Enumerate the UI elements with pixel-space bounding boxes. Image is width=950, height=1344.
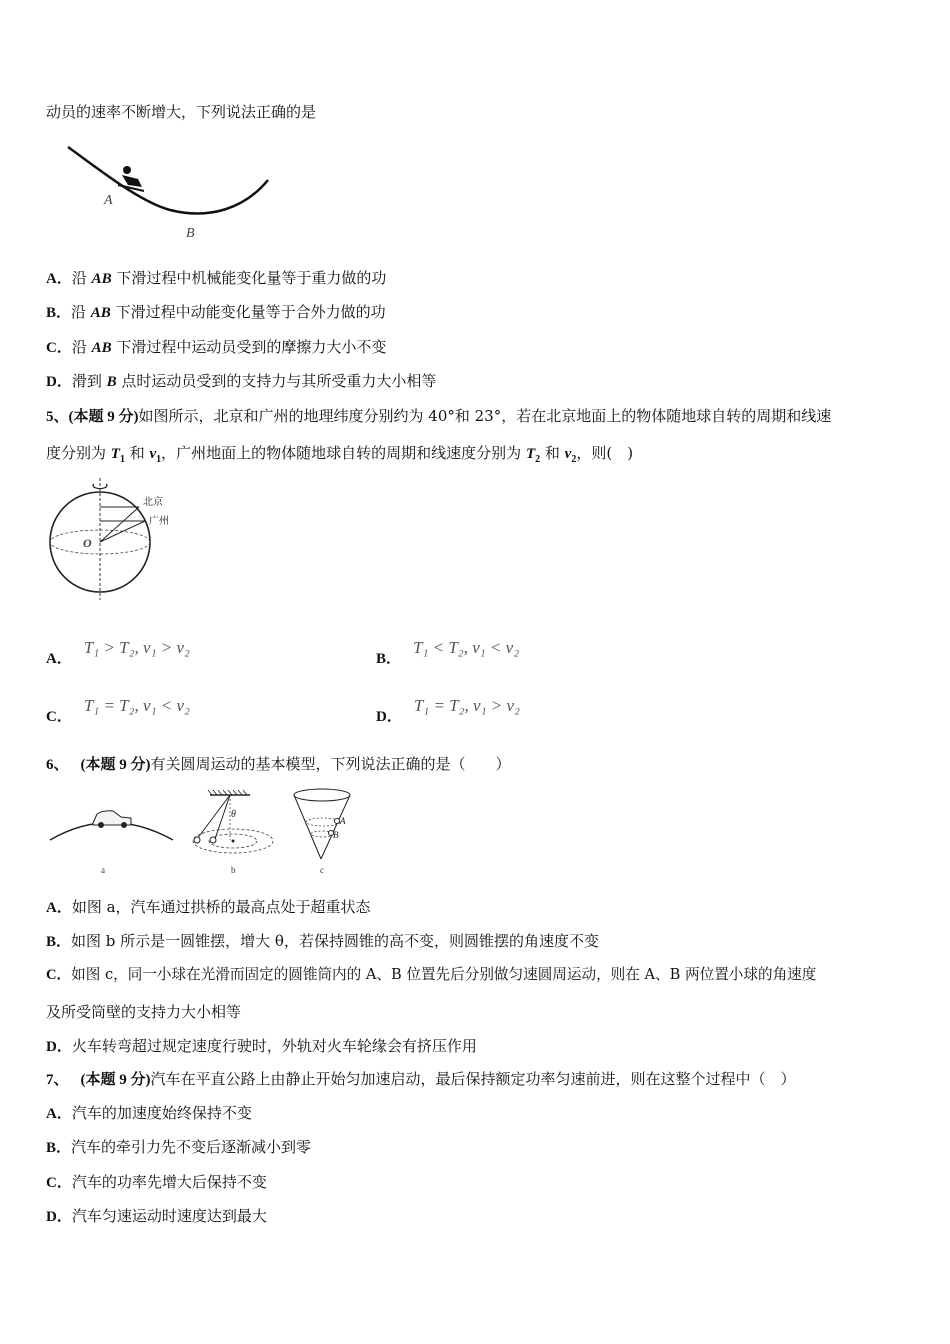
figure-c-caption: c [320, 865, 324, 875]
point-b-label-c: B [333, 830, 339, 840]
slope-curve [68, 147, 268, 213]
pendulum-string-2 [215, 795, 230, 839]
skier-icon [118, 166, 144, 191]
q6-option-c: C．如图 c，同一小球在光滑而固定的圆锥筒内的 A、B 位置先后分别做匀速圆周运动，则在 A、B 两位置小球的角速度 [46, 966, 817, 983]
q5-option-a: A．T₁ > T₂, v₁ > v₂ [46, 638, 190, 667]
q6-stem: 6、 (本题 9 分)有关圆周运动的基本模型，下列说法正确的是（ ） [46, 755, 511, 773]
theta-label: θ [231, 809, 236, 820]
point-b-label: B [186, 226, 195, 241]
q7-option-c: C．汽车的功率先增大后保持不变 [46, 1173, 267, 1191]
cone-rim [294, 789, 350, 801]
beijing-label: 北京 [143, 497, 163, 508]
q4-option-a: A．沿 AB 下滑过程中机械能变化量等于重力做的功 [46, 269, 387, 287]
q7-option-a: A．汽车的加速度始终保持不变 [46, 1104, 252, 1122]
q6-option-d: D．火车转弯超过规定速度行驶时，外轨对火车轮缘会有挤压作用 [46, 1037, 477, 1055]
center-o-label: O [83, 536, 92, 550]
cone-left [294, 795, 321, 859]
circular-motion-figures [45, 785, 365, 880]
q6-option-a: A．如图 a，汽车通过拱桥的最高点处于超重状态 [46, 898, 371, 916]
q5-stem-line1: 5、(本题 9 分)如图所示，北京和广州的地理纬度分别约为 40°和 23°，若在北京地面上的物体随地球自转的周期和线速 [46, 407, 832, 425]
ball-a [335, 819, 340, 824]
q5-option-c: C．T₁ = T₂, v₁ < v₂ [46, 696, 190, 725]
q5-option-b: B．T₁ < T₂, v₁ < v₂ [376, 638, 520, 667]
q4-option-c: C．沿 AB 下滑过程中运动员受到的摩擦力大小不变 [46, 338, 387, 356]
q5-option-d: D．T₁ = T₂, v₁ > v₂ [376, 696, 520, 725]
q6-option-c-cont: 及所受筒壁的支持力大小相等 [46, 1003, 242, 1021]
pendulum-string [197, 795, 230, 839]
bob-inner [210, 837, 216, 843]
car-icon [93, 811, 131, 828]
guangzhou-label: 广州 [149, 516, 169, 527]
q7-stem: 7、 (本题 9 分)汽车在平直公路上由静止开始匀加速启动，最后保持额定功率匀速前进，则在这整个过程中（ ） [46, 1070, 796, 1088]
guangzhou-line [100, 521, 145, 542]
figure-a-caption: a [101, 865, 105, 875]
cone-right [321, 795, 350, 859]
beijing-line [100, 507, 139, 542]
ski-slope-figure [60, 140, 280, 245]
q4-option-b: B．沿 AB 下滑过程中动能变化量等于合外力做的功 [46, 303, 386, 321]
q4-stem-tail: 动员的速率不断增大，下列说法正确的是 [46, 103, 317, 121]
q7-option-d: D．汽车匀速运动时速度达到最大 [46, 1207, 267, 1225]
point-a-label-c: A [340, 816, 346, 826]
q6-option-b: B．如图 b 所示是一圆锥摆，增大 θ，若保持圆锥的高不变，则圆锥摆的角速度不变 [46, 932, 599, 950]
point-a-label: A [104, 193, 113, 208]
q7-option-b: B．汽车的牵引力先不变后逐渐减小到零 [46, 1138, 312, 1156]
figure-b-caption: b [231, 865, 236, 875]
bob-outer [194, 837, 200, 843]
earth-globe-figure [45, 474, 195, 604]
q5-stem-line2: 度分别为 $T_1$ 和 $v_1$，广州地面上的物体随地球自转的周期和线速度分别为 $T_2$ 和 $v_2$，则( ) [46, 444, 634, 465]
q4-option-d: D．滑到 B 点时运动员受到的支持力与其所受重力大小相等 [46, 372, 437, 390]
orbit-center [232, 840, 235, 843]
